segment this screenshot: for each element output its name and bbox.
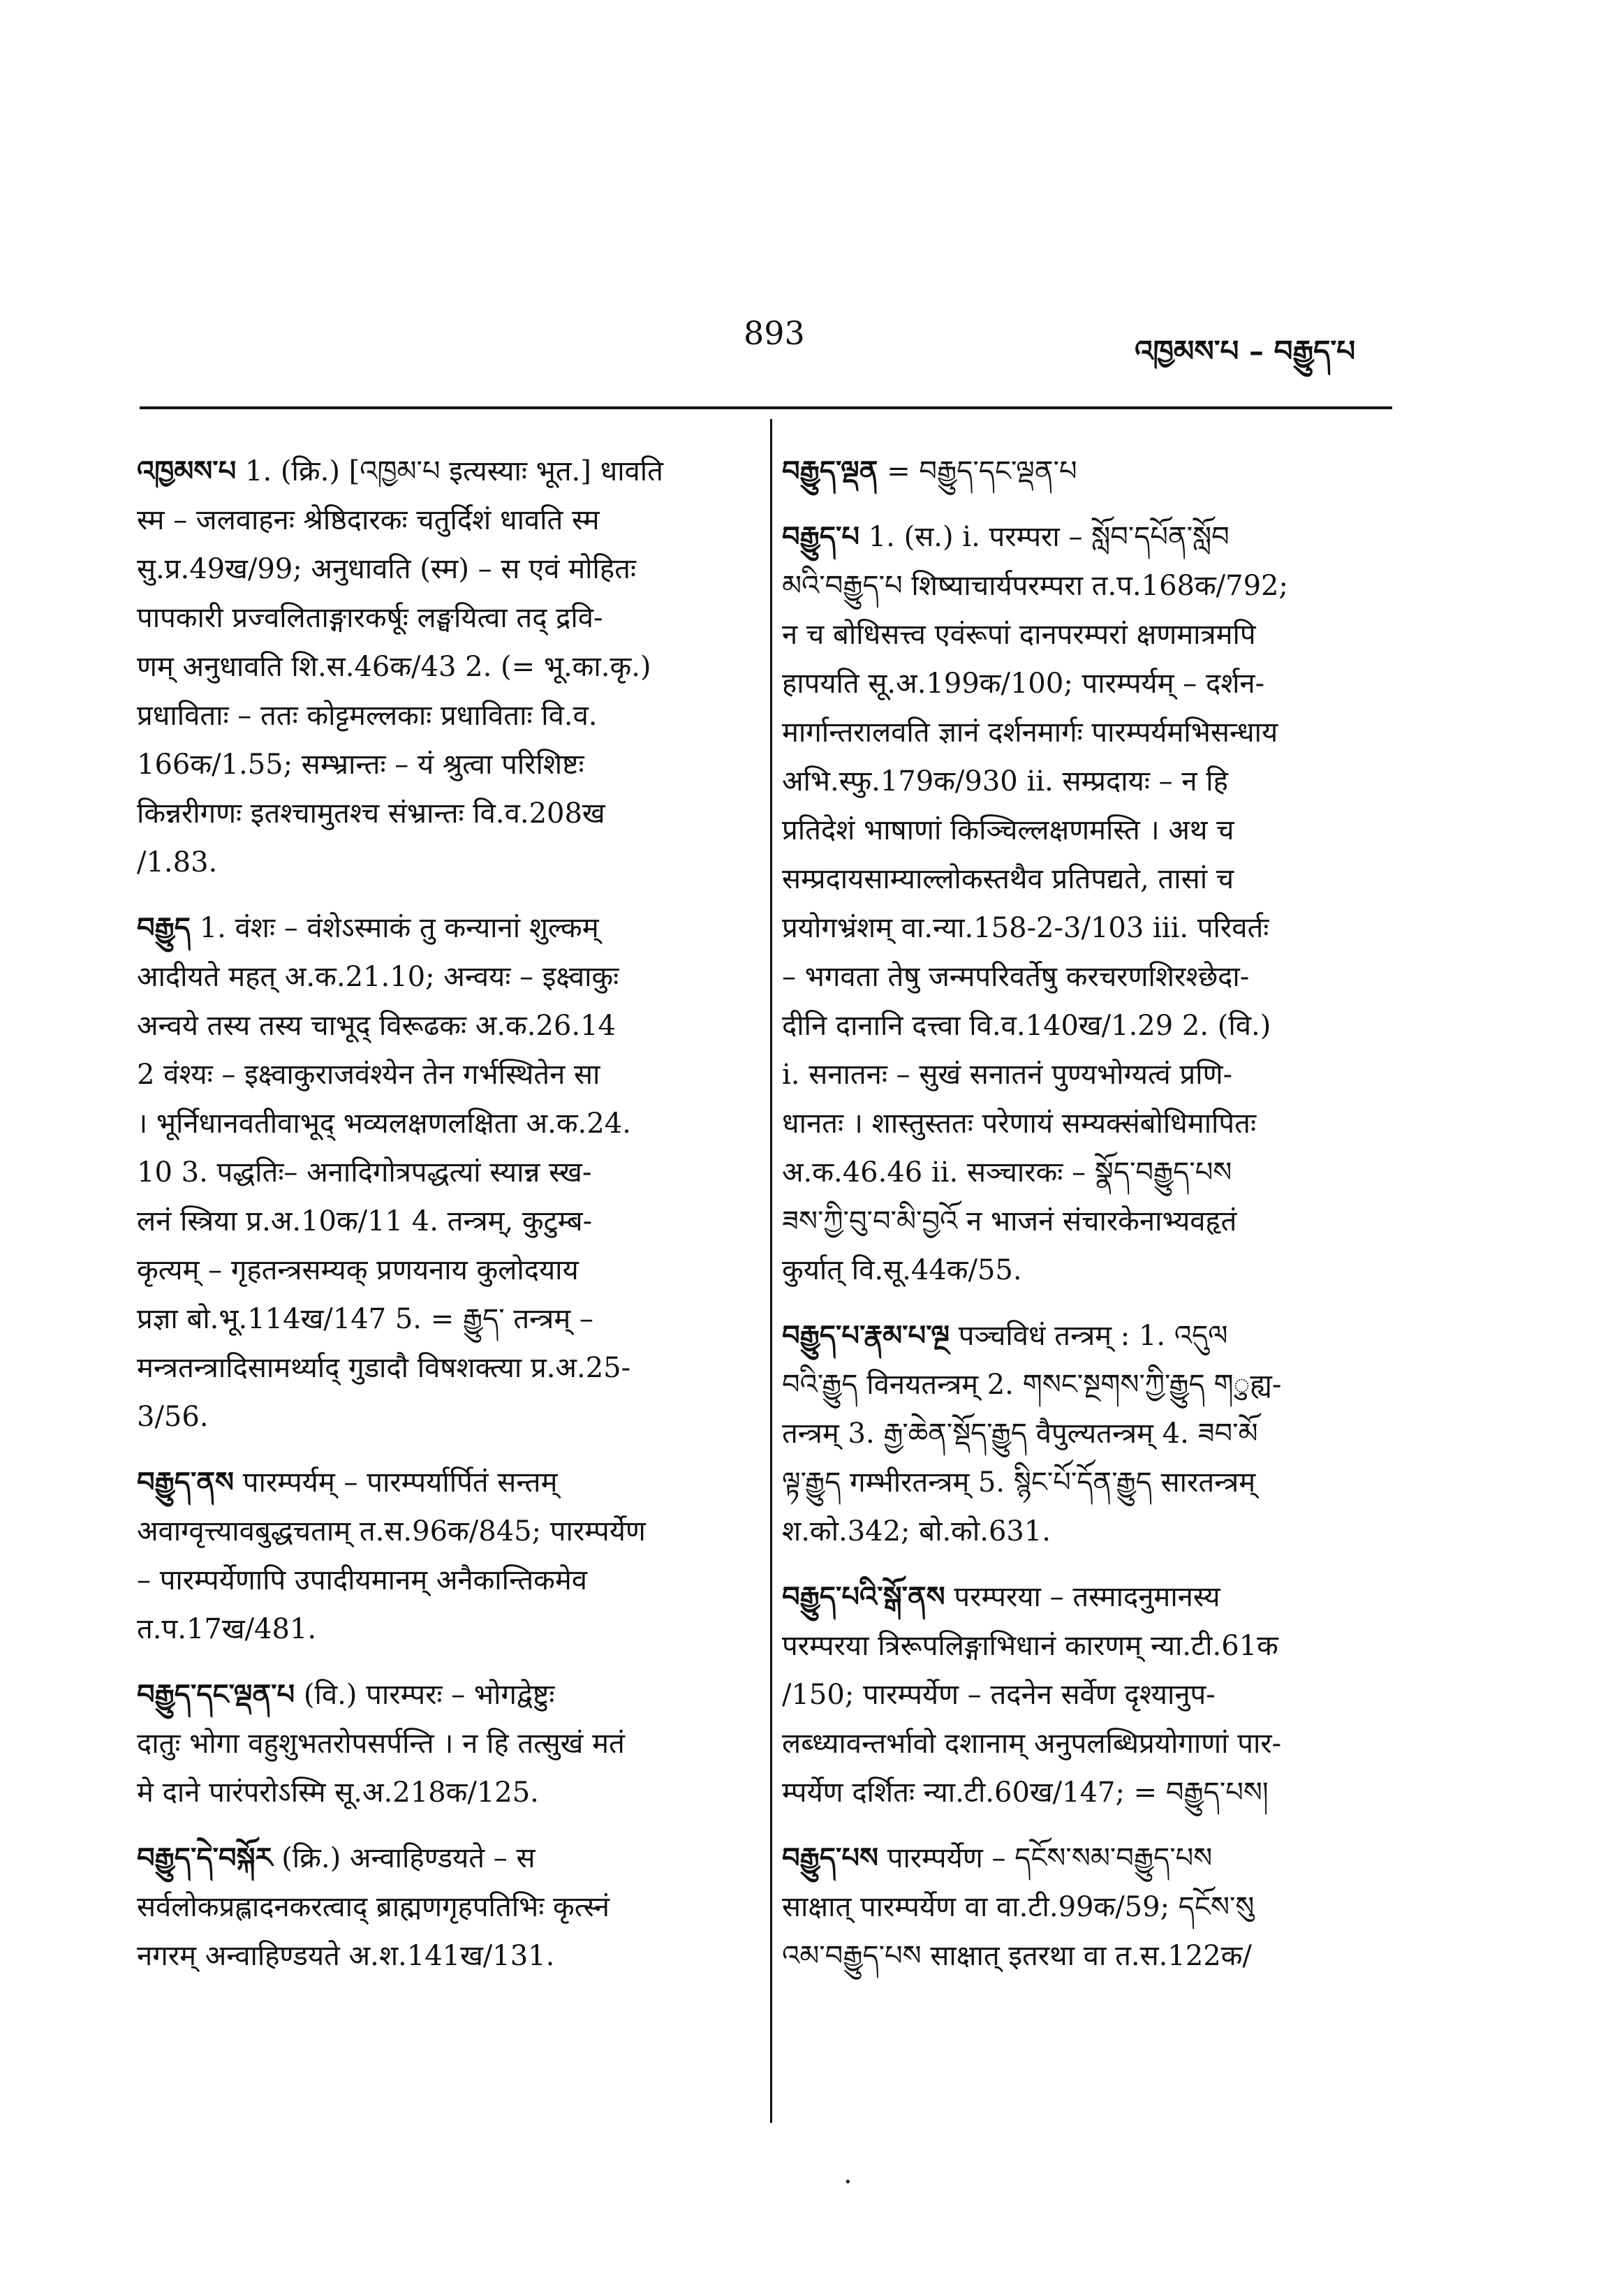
entry-line [137, 1932, 744, 1980]
entry-text: । भूर्निधानवतीवाभूद् भव्यलक्षणलक्षिता अ.क.24. [137, 1108, 631, 1140]
entry-text: न च बोधिसत्त्व एवंरूपां दानपरम्परां क्षणमात्रमपि [782, 619, 1256, 651]
entry-text: सु.प्र.49ख/99; अनुधावति (स्म) – स एवं मोहितः [137, 553, 636, 585]
entry-text: लनं स्त्रिया प्र.अ.10क/11 4. तन्त्रम्, कुटुम्ब- [137, 1205, 593, 1237]
entry-line [137, 545, 744, 594]
entry-line [137, 1458, 744, 1507]
entry-headword: བརྒྱུད་ལྡན [782, 455, 878, 487]
entry-text: पारम्पर्यम् – पारम्पर्यार्पितं सन्तम् [242, 1466, 558, 1499]
entry-line [137, 594, 744, 642]
entry-headword: བརྒྱུད་དང་ལྡན་པ [137, 1678, 295, 1711]
header-rule [140, 406, 1392, 409]
entry-line [782, 1670, 1392, 1719]
entry-line [782, 708, 1392, 757]
entry-text: पञ्चविधं तन्त्रम् : 1. འདུལ [958, 1320, 1228, 1352]
entry-text: त.प.17ख/481. [137, 1613, 317, 1645]
page-number: 893 [744, 314, 805, 352]
entry-text: 3/56. [137, 1401, 209, 1433]
entry-line [782, 1932, 1392, 1980]
entry-line [137, 1295, 744, 1344]
entry-headword: བརྒྱུད་པས [782, 1841, 878, 1874]
entry-text: नगरम् अन्वाहिण्डयते अ.श.141ख/131. [137, 1940, 555, 1972]
entry-line [137, 1392, 744, 1441]
entry-line [137, 447, 744, 496]
entry-line [782, 757, 1392, 806]
entry-text: पापकारी प्रज्वलिताङ्गारकर्षूः लङ्घयित्वा तद् द्रवि- [137, 602, 603, 634]
entry-line [137, 953, 744, 1001]
dictionary-entry [782, 447, 1392, 496]
entry-line [782, 1573, 1392, 1622]
entry-line [137, 1670, 744, 1719]
entry-line [137, 1883, 744, 1932]
entry-text: किन्नरीगणः इतश्चामुतश्च संभ्रान्तः वि.व.208ख [137, 797, 605, 830]
entry-text: आदीयते महत् अ.क.21.10; अन्वयः – इक्ष्वाकुः [137, 961, 619, 993]
entry-headword: བརྒྱུད་ནས [137, 1466, 235, 1499]
entry-line [782, 1458, 1392, 1507]
entry-line [782, 1507, 1392, 1556]
entry-text: स्म – जलवाहनः श्रेष्ठिदारकः चतुर्दिशं धावति स्म [137, 504, 600, 536]
running-head: འཁྱམས་པ – བརྒྱུད་པ [1135, 334, 1356, 368]
entry-line [782, 1883, 1392, 1932]
dictionary-entry [782, 1573, 1392, 1817]
entry-text: 1. (स.) i. परम्परा – སློབ་དཔོན་སློབ [868, 521, 1230, 553]
entry-line [782, 953, 1392, 1001]
entry-text: प्रतिदेशं भाषाणां किञ्चिल्लक्षणमस्ति । अथ च [782, 814, 1234, 846]
entry-text: श.को.342; बो.को.631. [782, 1515, 1051, 1547]
entry-line [137, 1719, 744, 1768]
entry-line [137, 1344, 744, 1392]
entry-text: – भगवता तेषु जन्मपरिवर्तेषु करचरणशिरश्छेदा- [782, 961, 1250, 993]
entry-text: /150; पारम्पर्येण – तदनेन सर्वेण दृश्यानुप- [782, 1679, 1216, 1711]
entry-line [137, 1556, 744, 1605]
entry-text: दीनि दानानि दत्त्वा वि.व.140ख/1.29 2. (वि.) [782, 1010, 1271, 1042]
entry-text: འམ་བརྒྱུད་པས साक्षात् इतरथा वा त.स.122क/ [782, 1940, 1252, 1972]
entry-line [137, 1768, 744, 1817]
entry-line [782, 1197, 1392, 1246]
entry-line [137, 642, 744, 691]
entry-text: (वि.) पारम्परः – भोगद्वेष्टुः [303, 1679, 555, 1711]
entry-line [137, 1197, 744, 1246]
entry-text: མའི་བརྒྱུད་པ शिष्याचार्यपरम्परा त.प.168क/792; [782, 570, 1288, 602]
entry-text: सर्वलोकप्रह्लादनकरत्वाद् ब्राह्मणगृहपतिभिः कृत्स्नं [137, 1891, 610, 1923]
entry-text: = བརྒྱུད་དང་ལྡན་པ [887, 455, 1077, 487]
entry-line [782, 1311, 1392, 1360]
entry-line [782, 1409, 1392, 1458]
entry-text: परम्परया – तस्मादनुमानस्य [954, 1581, 1220, 1613]
entry-text: साक्षात् पारम्पर्येण वा वा.टी.99क/59; དངོས་སུ [782, 1891, 1255, 1923]
entry-text: पारम्पर्येण – དངོས་སམ་བརྒྱུད་པས [887, 1842, 1213, 1874]
entry-line [782, 1001, 1392, 1050]
entry-line [782, 513, 1392, 561]
column-divider [770, 419, 772, 2123]
entry-line [137, 496, 744, 545]
entry-text: /1.83. [137, 846, 218, 878]
entry-headword: བརྒྱུད་པ་རྣམ་པ་ལྔ [782, 1319, 950, 1352]
dictionary-entry [782, 513, 1392, 1295]
entry-text: अन्वये तस्य तस्य चाभूद् विरूढकः अ.क.26.14 [137, 1010, 616, 1042]
entry-text: कुर्यात् वि.सू.44क/55. [782, 1254, 1022, 1286]
entry-text: कृत्यम् – गृहतन्त्रसम्यक् प्रणयनाय कुलोदयाय [137, 1254, 579, 1286]
entry-text: 1. (क्रि.) [འཁྱམ་པ इत्यस्याः भूत.] धावति [245, 455, 663, 487]
entry-text: म्पर्येण दर्शितः न्या.टी.60ख/147; = བརྒྱུད་པས། [782, 1777, 1269, 1809]
entry-text: 1. वंशः – वंशेऽस्माकं तु कन्यानां शुल्कम् [199, 912, 599, 944]
entry-text: अभि.स्फु.179क/930 ii. सम्प्रदायः – न हि [782, 765, 1228, 797]
entry-text: 166क/1.55; सम्भ्रान्तः – यं श्रुत्वा परिशिष्टः [137, 749, 584, 781]
entry-line [782, 1246, 1392, 1295]
entry-text: मन्त्रतन्त्रादिसामर्थ्याद् गुडादौ विषशक्त्या प्र.अ.25- [137, 1352, 631, 1384]
entry-text: तन्त्रम् 3. རྒྱ་ཆེན་སྡོད་རྒྱུད वैपुल्यतन्त्रम् 4. ཟབ་མོ [782, 1418, 1258, 1450]
entry-line [137, 838, 744, 887]
dictionary-entry [137, 1670, 744, 1817]
dictionary-entry [137, 904, 744, 1441]
dictionary-entry [137, 1834, 744, 1980]
entry-line [782, 806, 1392, 855]
entry-text: मे दाने पारंपरोऽस्मि सू.अ.218क/125. [137, 1777, 539, 1809]
entry-text: प्रयोगभ्रंशम् वा.न्या.158-2-3/103 iii. परिवर्तः [782, 912, 1269, 944]
entry-text: ཟས་ཀྱི་བུ་བ་མི་བྱའོ न भाजनं संचारकेनाभ्यवहृतं [782, 1205, 1237, 1237]
dictionary-entry [782, 1834, 1392, 1980]
entry-line [137, 1605, 744, 1654]
entry-text: मार्गान्तरालवति ज्ञानं दर्शनमार्गः पारम्पर्यमभिसन्धाय [782, 716, 1278, 749]
entry-line [137, 1001, 744, 1050]
entry-line [782, 1834, 1392, 1883]
entry-text: धानतः । शास्तुस्ततः परेणायं सम्यक्संबोधिमापितः [782, 1108, 1257, 1140]
entry-line [782, 1099, 1392, 1148]
dictionary-entry [782, 1311, 1392, 1556]
entry-text: अ.क.46.46 ii. सञ्चारकः – སྣོད་བརྒྱུད་པས [782, 1156, 1232, 1189]
entry-headword: བརྒྱུད་དེ་བསྐོར [137, 1841, 273, 1874]
entry-text: ལྟ་རྒྱུད गम्भीरतन्त्रम् 5. སྙིང་པོ་དོན་རྒྱུད सारतन्त्रम् [782, 1466, 1256, 1499]
entry-text: i. सनातनः – सुखं सनातनं पुण्यभोग्यत्वं प्रणि- [782, 1059, 1233, 1091]
entry-text: सम्प्रदायसाम्याल्लोकस्तथैव प्रतिपद्यते, तासां च [782, 863, 1234, 895]
entry-line [782, 610, 1392, 659]
entry-line [137, 1099, 744, 1148]
entry-headword: འཁྱམས་པ [137, 455, 237, 487]
dictionary-entry [137, 447, 744, 887]
entry-text: 10 3. पद्धतिः– अनादिगोत्रपद्धत्यां स्यान्न स्ख- [137, 1156, 592, 1189]
entry-line [782, 1768, 1392, 1817]
entry-line [782, 447, 1392, 496]
entry-line [137, 1246, 744, 1295]
entry-line [782, 561, 1392, 610]
entry-text: – पारम्पर्येणापि उपादीयमानम् अनैकान्तिकमेव [137, 1564, 588, 1596]
right-column [782, 447, 1392, 1997]
entry-line [137, 1834, 744, 1883]
entry-text: བའི་རྒྱུད विनयतन्त्रम् 2. གསང་སྔགས་ཀྱི་རྒྱུད གुह्य- [782, 1369, 1282, 1401]
entry-line [782, 855, 1392, 904]
entry-line [782, 1360, 1392, 1409]
entry-text: प्रज्ञा बो.भू.114ख/147 5. = རྒྱུད་ तन्त्रम् – [137, 1303, 593, 1335]
entry-line [782, 1719, 1392, 1768]
entry-line [137, 789, 744, 838]
entry-text: हापयति सू.अ.199क/100; पारम्पर्यम् – दर्शन- [782, 668, 1265, 700]
entry-headword: བརྒྱུད [137, 911, 191, 944]
entry-text: प्रधाविताः – ततः कोट्टमल्लकाः प्रधाविताः वि.व. [137, 700, 598, 732]
entry-text: लब्ध्यावन्तर्भावो दशानाम् अनुपलब्धिप्रयोगाणां पार- [782, 1728, 1282, 1760]
entry-text: 2 वंश्यः – इक्ष्वाकुराजवंश्येन तेन गर्भस्थितेन सा [137, 1059, 600, 1091]
entry-line [137, 1050, 744, 1099]
entry-line [782, 904, 1392, 953]
entry-text: परम्परया त्रिरूपलिङ्गाभिधानं कारणम् न्या.टी.61क [782, 1630, 1278, 1662]
entry-text: णम् अनुधावति शि.स.46क/43 2. (= भू.का.कृ.) [137, 651, 651, 683]
entry-headword: བརྒྱུད་པའི་སྒོ་ནས [782, 1580, 945, 1613]
entry-line [782, 659, 1392, 708]
left-column [137, 447, 744, 1997]
entry-headword: བརྒྱུད་པ [782, 520, 859, 553]
entry-line [137, 904, 744, 953]
entry-line [782, 1148, 1392, 1197]
entry-line [782, 1050, 1392, 1099]
entry-line [137, 691, 744, 740]
entry-line [137, 1507, 744, 1556]
entry-line [782, 1622, 1392, 1670]
entry-text: अवाग्वृत्त्यावबुद्धचताम् त.स.96क/845; पारम्पर्येण [137, 1515, 646, 1547]
entry-line [137, 740, 744, 789]
entry-text: (क्रि.) अन्वाहिण्डयते – स [281, 1842, 536, 1874]
page-mark: . [843, 2158, 852, 2190]
entry-line [137, 1148, 744, 1197]
entry-text: दातुः भोगा वहुशुभतरोपसर्पन्ति । न हि तत्सुखं मतं [137, 1728, 625, 1760]
dictionary-entry [137, 1458, 744, 1654]
